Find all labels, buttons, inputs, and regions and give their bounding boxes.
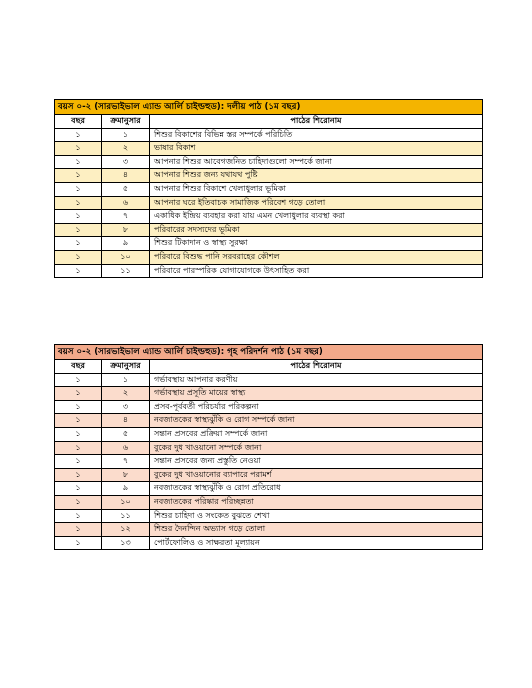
table-title: বয়স ০-২ (সারভাইভাল এ্যান্ড আর্লি চাইল্ডহুড): দলীয় পাঠ (১ম বছর)	[55, 100, 482, 115]
cell-lesson-title: পরিবারে পারস্পরিক যোগাযোগকে উৎসাহিত করা	[154, 265, 310, 275]
cell-year: ১	[55, 496, 102, 509]
table-row	[55, 455, 482, 469]
table-row	[55, 482, 482, 496]
cell-year: ১	[55, 455, 102, 468]
cell-year: ১	[55, 224, 102, 237]
cell-year: ১	[55, 428, 102, 441]
table-row	[55, 183, 482, 197]
cell-lesson-title: শিশুর টিকাদান ও স্বাস্থ্য সুরক্ষা	[154, 238, 248, 248]
cell-year: ১	[55, 374, 102, 387]
cell-lesson-title: শিশুর দৈনন্দিন অভ্যাস গড়ে তোলা	[154, 524, 266, 534]
cell-year: ১	[55, 469, 102, 482]
table-row	[55, 469, 482, 483]
table-title: বয়স ০-২ (সারভাইভাল এ্যান্ড আর্লি চাইল্ডহুড): গৃহ পরিদর্শন পাঠ (১ম বছর)	[55, 345, 482, 360]
cell-lesson-title: নবজাতকের পরিষ্কার পরিচ্ছন্নতা	[154, 496, 254, 506]
cell-year: ১	[55, 265, 102, 278]
cell-order: ৯	[102, 237, 150, 250]
table-row	[55, 523, 482, 537]
table-row	[55, 210, 482, 224]
cell-year: ১	[55, 169, 102, 182]
table-row	[55, 496, 482, 510]
cell-lesson-title: গর্ভাবস্থায় প্রসূতি মায়ের স্বাস্থ্য	[154, 388, 246, 398]
cell-order: ৪	[102, 169, 150, 182]
header-year: বছর	[55, 115, 102, 128]
cell-lesson-title: পরিবারের সদস্যদের ভূমিকা	[154, 224, 240, 234]
cell-year: ১	[55, 210, 102, 223]
cell-order: ৪	[102, 414, 150, 427]
table-row	[55, 197, 482, 211]
cell-order: ৩	[102, 401, 150, 414]
table-row	[55, 510, 482, 524]
cell-year: ১	[55, 482, 102, 495]
cell-lesson-title: গর্ভাবস্থায় আপনার করণীয়	[154, 374, 238, 384]
group-lessons-table	[54, 99, 483, 278]
table-row	[55, 374, 482, 388]
cell-year: ১	[55, 237, 102, 250]
cell-year: ১	[55, 387, 102, 400]
header-year: বছর	[55, 360, 102, 373]
cell-order: ৮	[102, 469, 150, 482]
table-body	[55, 374, 482, 550]
cell-lesson-title: সন্তান প্রসবের জন্য প্রস্তুতি নেওয়া	[154, 456, 261, 466]
home-visit-lessons-table	[54, 344, 483, 550]
cell-order: ১১	[102, 265, 150, 278]
header-lesson-title: পাঠের শিরোনাম	[290, 116, 342, 125]
cell-order: ১	[102, 129, 150, 142]
cell-order: ২	[102, 387, 150, 400]
cell-order: ৭	[102, 210, 150, 223]
table-row	[55, 442, 482, 456]
cell-lesson-title: প্রসব-পূর্ববর্তী পরিচর্যার পরিকল্পনা	[154, 401, 259, 411]
cell-lesson-title: শিশুর বিকাশের বিভিন্ন স্তর সম্পর্কে পরিচিতি	[154, 129, 293, 139]
header-order: ক্রমানুসার	[102, 115, 150, 128]
cell-lesson-title: বুকের দুধ খাওয়ানোর ব্যাপারে পরামর্শ	[154, 469, 272, 479]
cell-order: ৬	[102, 442, 150, 455]
table-row	[55, 414, 482, 428]
cell-order: ১৩	[102, 537, 150, 550]
table-row	[55, 537, 482, 550]
table-body	[55, 129, 482, 278]
table-row	[55, 401, 482, 415]
table-row	[55, 428, 482, 442]
cell-lesson-title: পরিবারে বিশুদ্ধ পানি সরবরাহের কৌশল	[154, 251, 280, 261]
cell-year: ১	[55, 251, 102, 264]
table-header-row	[55, 360, 482, 374]
cell-order: ৭	[102, 455, 150, 468]
cell-order: ২	[102, 142, 150, 155]
cell-order: ৬	[102, 197, 150, 210]
cell-year: ১	[55, 129, 102, 142]
table-row	[55, 156, 482, 170]
cell-order: ৫	[102, 183, 150, 196]
cell-lesson-title: আপনার শিশুর জন্য যথাযথ পুষ্টি	[154, 170, 258, 180]
table-row	[55, 387, 482, 401]
cell-year: ১	[55, 156, 102, 169]
cell-lesson-title: ভাষার বিকাশ	[154, 143, 196, 153]
cell-year: ১	[55, 523, 102, 536]
table-row	[55, 237, 482, 251]
table-row	[55, 169, 482, 183]
cell-year: ১	[55, 414, 102, 427]
cell-order: ৩	[102, 156, 150, 169]
cell-lesson-title: পোর্টফোলিও ও সাক্ষরতা মূল্যায়ন	[154, 537, 260, 547]
header-order: ক্রমানুসার	[102, 360, 150, 373]
cell-year: ১	[55, 537, 102, 550]
cell-order: ১	[102, 374, 150, 387]
cell-year: ১	[55, 197, 102, 210]
cell-order: ৮	[102, 224, 150, 237]
cell-order: ১২	[102, 523, 150, 536]
cell-order: ১১	[102, 510, 150, 523]
cell-lesson-title: আপনার ঘরে ইতিবাচক সামাজিক পরিবেশ গড়ে তোলা	[154, 197, 326, 207]
header-lesson-title: পাঠের শিরোনাম	[290, 361, 342, 370]
cell-lesson-title: সন্তান প্রসবের প্রক্রিয়া সম্পর্কে জানা	[154, 428, 268, 438]
table-row	[55, 142, 482, 156]
cell-year: ১	[55, 510, 102, 523]
cell-order: ১০	[102, 496, 150, 509]
cell-order: ৯	[102, 482, 150, 495]
cell-lesson-title: একাধিক ইন্দ্রিয় ব্যবহার করা যায় এমন খেলাধুলার ব্যবস্থা করা	[154, 211, 345, 221]
table-row	[55, 251, 482, 265]
cell-lesson-title: আপনার শিশুর বিকাশে খেলাধুলার ভূমিকা	[154, 183, 286, 193]
cell-year: ১	[55, 183, 102, 196]
table-row	[55, 265, 482, 278]
cell-year: ১	[55, 142, 102, 155]
cell-lesson-title: শিশুর চাহিদা ও সংকেত বুঝতে শেখা	[154, 510, 270, 520]
cell-order: ১০	[102, 251, 150, 264]
cell-year: ১	[55, 401, 102, 414]
cell-lesson-title: নবজাতকের স্বাস্থ্যঝুঁকি ও রোগ সম্পর্কে জানা	[154, 415, 295, 425]
cell-order: ৫	[102, 428, 150, 441]
cell-lesson-title: নবজাতকের স্বাস্থ্যঝুঁকি ও রোগ প্রতিরোধ	[154, 483, 281, 493]
table-header-row	[55, 115, 482, 129]
table-row	[55, 224, 482, 238]
cell-lesson-title: বুকের দুধ খাওয়ানো সম্পর্কে জানা	[154, 442, 262, 452]
cell-lesson-title: আপনার শিশুর আবেগজনিত চাহিদাগুলো সম্পর্কে জানা	[154, 156, 332, 166]
cell-year: ১	[55, 442, 102, 455]
table-row	[55, 129, 482, 143]
